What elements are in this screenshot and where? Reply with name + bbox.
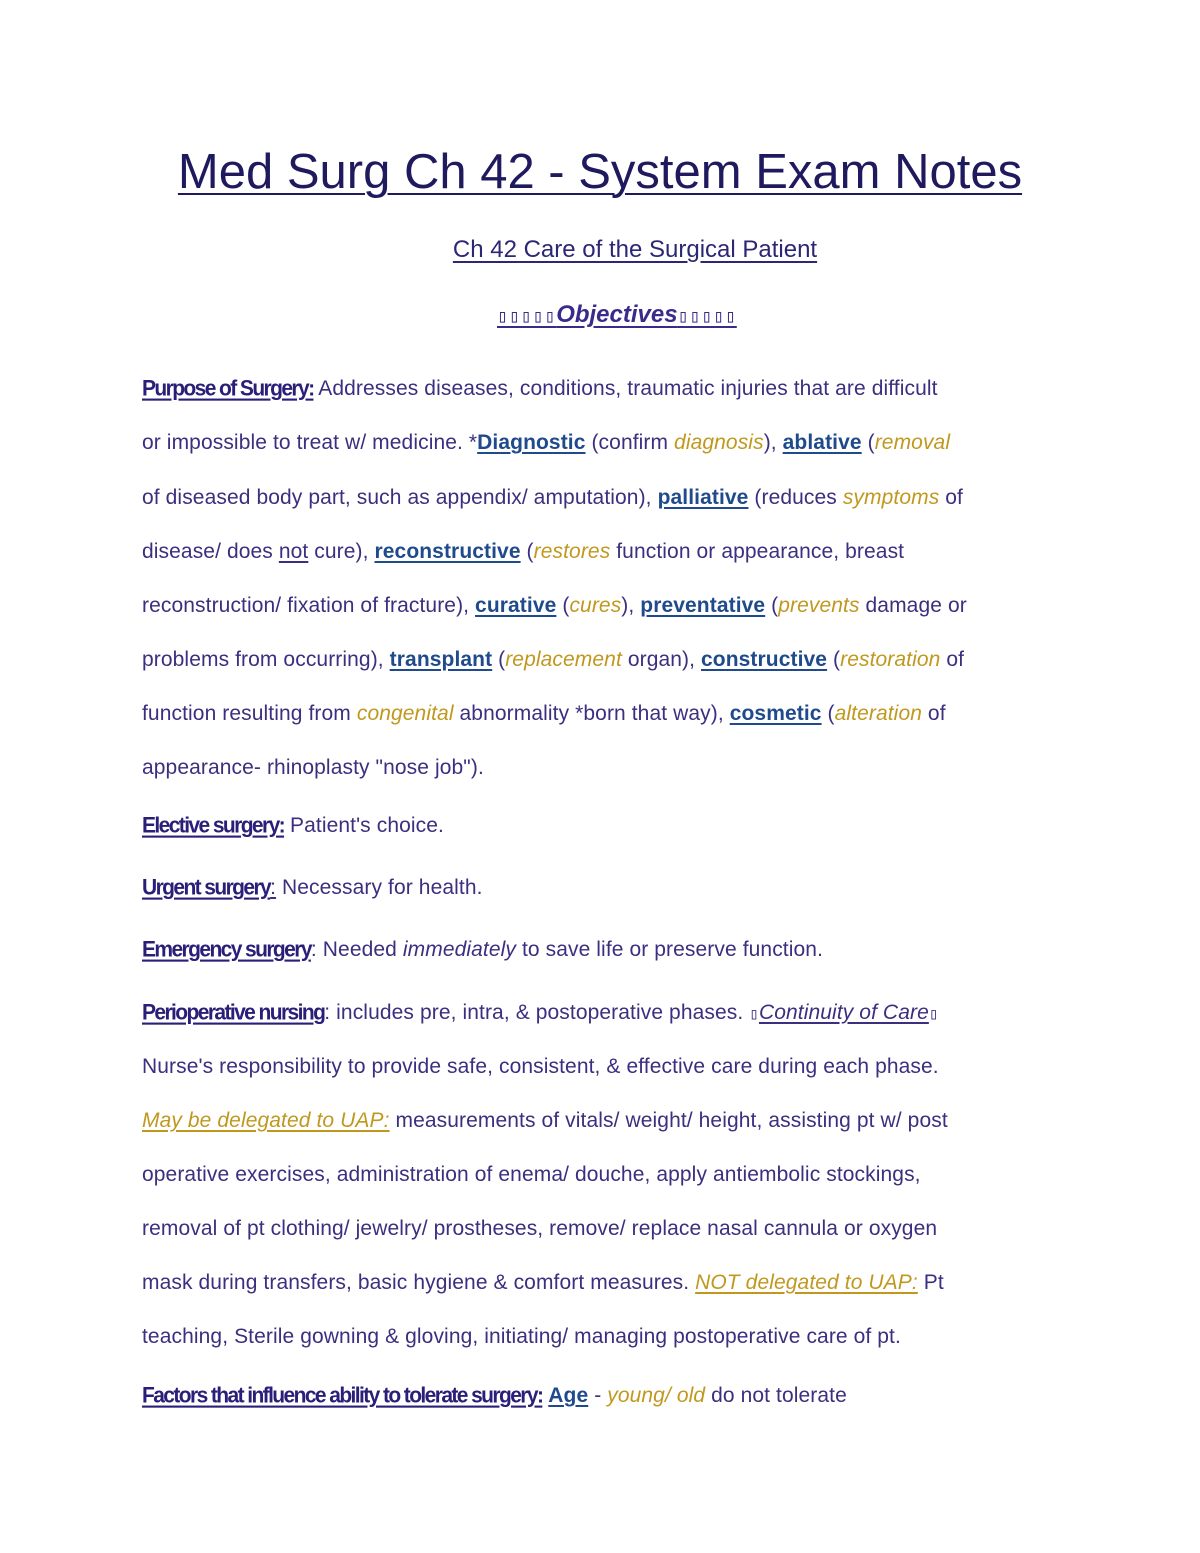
purpose-heading: Purpose of Surgery: [142,376,314,401]
purpose-text: of [939,486,963,509]
purpose-text: Addresses diseases, conditions, traumatic injuries that are difficult [313,377,938,400]
factors-heading: Factors that influence ability to tolerate surgery: [142,1383,543,1408]
placeholder-glyphs-right: ▯▯▯▯▯ [677,306,737,327]
page-title: Med Surg Ch 42 - System Exam Notes [177,145,1023,199]
emphasis-not: not [278,540,309,563]
gloss-symptoms: symptoms [842,486,940,509]
gloss-prevents: prevents [778,594,860,617]
gloss-removal: removal [874,431,951,454]
purpose-text: (confirm [585,431,675,454]
purpose-line-3 [142,484,963,512]
elective-line [142,812,444,840]
emergency-text: : Needed [310,938,403,961]
term-age: Age [548,1384,589,1407]
emphasis-immediately: immediately [402,938,517,961]
urgent-colon: : [270,876,277,899]
term-ablative: ablative [782,431,862,454]
perioperative-line-5 [142,1215,937,1243]
perioperative-line-3 [142,1107,948,1135]
purpose-text: cure), [308,540,375,563]
placeholder-glyph: ▯ [749,1004,759,1023]
purpose-text: ), [763,431,783,454]
purpose-line-7 [142,700,946,728]
purpose-text: function or appearance, breast [610,540,905,563]
perioperative-line-4 [142,1161,921,1189]
term-palliative: palliative [657,486,749,509]
may-delegate-label: May be delegated to UAP: [142,1109,390,1132]
term-preventative: preventative [640,594,766,617]
perioperative-heading: Perioperative nursing [142,1000,325,1025]
purpose-text: damage or [859,594,967,617]
elective-text: Patient's choice. [284,814,444,837]
purpose-text: ), [621,594,641,617]
factors-text: do not tolerate [705,1384,847,1407]
term-reconstructive: reconstructive [374,540,521,563]
purpose-text: (reduces [748,486,843,509]
perioperative-text: : includes pre, intra, & postoperative phases. [324,1001,750,1024]
term-curative: curative [475,594,557,617]
gloss-young-old: young/ old [607,1384,706,1407]
gloss-restores: restores [533,540,611,563]
purpose-text: or impossible to treat w/ medicine. * [142,431,478,454]
emergency-text: to save life or preserve function. [516,938,824,961]
term-cosmetic: cosmetic [729,702,822,725]
perioperative-text: Nurse's responsibility to provide safe, consistent, & effective care during each phase. [142,1055,939,1078]
gloss-alteration: alteration [834,702,922,725]
factors-text: - [588,1384,608,1407]
purpose-text: ( [492,648,506,671]
purpose-line-1 [142,375,938,403]
factors-line [142,1382,847,1410]
objectives-heading [497,300,737,332]
gloss-cures: cures [569,594,622,617]
elective-heading: Elective surgery: [142,813,285,838]
emergency-line [142,936,823,964]
purpose-line-8 [142,754,484,782]
perioperative-text: measurements of vitals/ weight/ height, assisting pt w/ post [389,1109,948,1132]
page-subtitle: Ch 42 Care of the Surgical Patient [452,236,818,263]
purpose-line-2 [142,429,950,457]
purpose-text: ( [821,702,835,725]
purpose-line-6 [142,646,964,674]
perioperative-text: Pt [917,1271,944,1294]
gloss-congenital: congenital [356,702,454,725]
urgent-heading: Urgent surgery [142,875,271,900]
term-diagnostic: Diagnostic [477,431,586,454]
purpose-text: problems from occurring), [142,648,390,671]
purpose-text: appearance- rhinoplasty "nose job"). [142,756,484,779]
continuity-of-care: Continuity of Care [758,1001,929,1024]
purpose-text: ( [520,540,534,563]
term-transplant: transplant [389,648,493,671]
purpose-text: function resulting from [142,702,357,725]
purpose-line-5 [142,592,967,620]
purpose-text: of [922,702,946,725]
perioperative-text: teaching, Sterile gowning & gloving, initiating/ managing postoperative care of pt. [142,1325,901,1348]
perioperative-line-1 [142,999,939,1028]
purpose-text: organ), [621,648,701,671]
placeholder-glyph: ▯ [928,1004,939,1023]
not-delegate-label: NOT delegated to UAP: [695,1271,918,1294]
purpose-text: abnormality *born that way), [453,702,730,725]
gloss-diagnosis: diagnosis [674,431,764,454]
purpose-text: ( [827,648,841,671]
purpose-text: of diseased body part, such as appendix/ amputation), [142,486,658,509]
purpose-text: disease/ does [142,540,279,563]
term-constructive: constructive [701,648,828,671]
emergency-heading: Emergency surgery [142,937,311,962]
objectives-label: Objectives [556,301,678,328]
urgent-line [142,874,483,902]
perioperative-text: operative exercises, administration of enema/ douche, apply antiembolic stockings, [142,1163,921,1186]
purpose-text: of [940,648,965,671]
perioperative-text: mask during transfers, basic hygiene & comfort measures. [142,1271,696,1294]
perioperative-text: removal of pt clothing/ jewelry/ prostheses, remove/ replace nasal cannula or oxygen [142,1217,938,1240]
perioperative-line-7 [142,1323,901,1351]
gloss-restoration: restoration [840,648,941,671]
purpose-line-4 [142,538,904,566]
purpose-text: reconstruction/ fixation of fracture), [142,594,476,617]
perioperative-line-2 [142,1053,939,1081]
gloss-replacement: replacement [505,648,622,671]
purpose-text: ( [861,431,875,454]
urgent-text: Necessary for health. [276,876,483,899]
placeholder-glyphs-left: ▯▯▯▯▯ [497,306,557,327]
purpose-text: ( [765,594,779,617]
purpose-text: ( [556,594,570,617]
perioperative-line-6 [142,1269,944,1297]
